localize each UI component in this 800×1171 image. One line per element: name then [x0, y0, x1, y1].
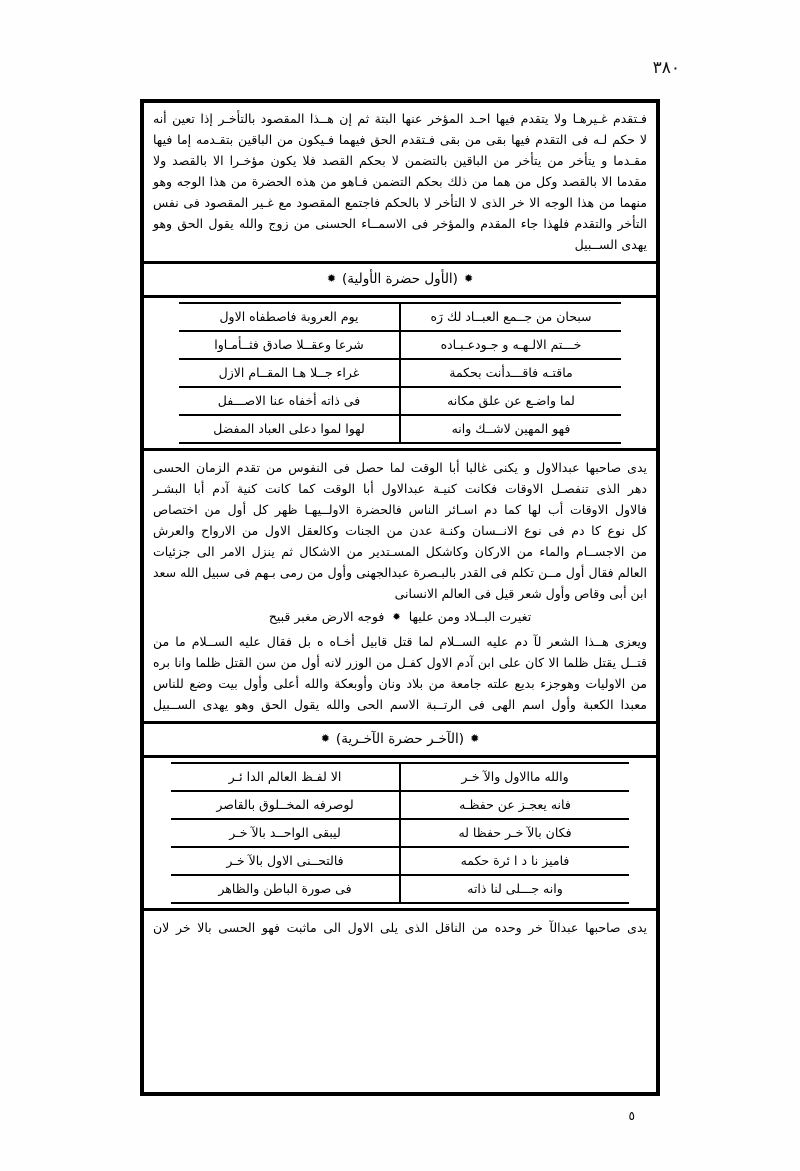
text-line: من الاجســام والماء من الاركان وكاشكل المسـتدير من الاشكال ثم ينزل الامر الى جزئيات — [153, 544, 647, 559]
section-heading-last-label: (الآخـر حضرة الآخـرية) — [335, 730, 465, 747]
table-row — [179, 331, 621, 359]
verse-hemistich-left: فوجه الارض مغبر قبيح — [268, 609, 385, 624]
star-icon: ✹ — [326, 272, 337, 285]
text-line: يدى صاحبها عبدالاول و يكنى غالبا أبا الوقت لما حصل فى النفوس من تقدم الزمان الحسى — [153, 460, 647, 475]
poem-hemistich-right: فاميز نا د ا ئرة حكمه — [400, 847, 629, 875]
section-heading-last — [143, 724, 657, 755]
poem-hemistich-right: خـــتم الالـهـه و جـودعـبـاده — [400, 331, 621, 359]
text-line: يدى صاحبها عبدالآ خر وحده من الناقل الذى يلى الاول الى ماثبت فهو الحسى بالا خر لان — [153, 919, 647, 935]
star-icon: ✹ — [463, 272, 474, 285]
poem-hemistich-right: ماقتـه فاقـــدأنت بحكمة — [400, 359, 621, 387]
poem-hemistich-left: فى ذاته أخفاه عنا الاصـــفل — [179, 387, 400, 415]
poem-hemistich-right: والله ماالاول والآ خـر — [400, 763, 629, 791]
text-line: لا حكم لـه فى التقدم فيها بقى من بقى فـتقدم الحق فيهما فـيكون من الباقين بتقـدمه إما فيها — [153, 132, 647, 147]
poem-hemistich-left: شرعا وعقــلا صادق فثــأمـاوا — [179, 331, 400, 359]
star-icon: ✹ — [392, 611, 401, 623]
text-line: التأخر والتقدم فلهذا جاء المقدم والمؤخر فى الاسمــاء الحسنى من زوج والله يقول الحق وهو — [153, 216, 647, 231]
paragraph-block-1 — [143, 102, 657, 261]
section-heading-first — [143, 264, 657, 295]
paragraph-block-2 — [143, 451, 657, 721]
catchword-mark: ٥ — [628, 1109, 635, 1123]
verse-couplet-1 — [153, 604, 647, 631]
table-row — [171, 819, 629, 847]
text-line: مقـدما و يتأخر من يتأخر من الباقين بالتضمن لا بحكم القصد فلا يكون مؤخـرا الا بالقصد ولا — [153, 153, 647, 168]
text-line: يهدى الســبيل — [574, 237, 647, 252]
poem-table-1-wrapper — [143, 302, 657, 444]
poem-hemistich-left: فالتحــنى الاول بالآ خـر — [171, 847, 400, 875]
verse-hemistich-right: تغيرت البــلاد ومن عليها — [408, 609, 532, 624]
poem-hemistich-left: يوم العروبة فاصطفاه الاول — [179, 303, 400, 331]
poem-hemistich-left: ليبقى الواحــد بالآ خـر — [171, 819, 400, 847]
poem-hemistich-left: فى صورة الباطن والظاهر — [171, 875, 400, 903]
poem-hemistich-right: فهو المهين لاشــك وانه — [400, 415, 621, 443]
poem-hemistich-right: فكان بالآ خـر حفظا له — [400, 819, 629, 847]
poem-hemistich-right: لما واضـع عن علق مكانه — [400, 387, 621, 415]
table-row — [171, 791, 629, 819]
section-heading-first-label: (الأول حضرة الأولية) — [342, 271, 458, 287]
text-line: من الاوليات وهوجزء بديع علته جامعة من بلاد ونان وأوبعكة والله أعلى وأول بيت وضع للناس — [153, 675, 647, 691]
poem-table-2-wrapper — [143, 762, 657, 904]
text-line: قتــل يقتل ظلما الا كان على ابن آدم الاول كفـل من الوزر لانه أول من سن القتل ظلما وانا بره — [153, 654, 647, 670]
text-line: معبدا الكعبة وأول اسم الهى فى الرتــبة الاسم الحى والله يقول الحق وهو يهدى الســبيل — [153, 696, 647, 712]
text-line: مقدما الا بالقصد وكل من هما من ذلك بحكم التضمن فـاهو من هذه الحضرة من هذا الوجه وهو — [153, 174, 647, 189]
table-row — [171, 763, 629, 791]
table-row — [179, 303, 621, 331]
poem-hemistich-left: لوصرفه المخــلوق بالقاصر — [171, 791, 400, 819]
table-row — [179, 387, 621, 415]
text-line: ابن أبى وقاص وأول شعر قيل فى العالم الانسانى — [394, 586, 647, 601]
poem-hemistich-right: وانه جـــلى لنا ذاته — [400, 875, 629, 903]
text-line: فـتقدم غـيرهـا ولا يتقدم فيها احـد المؤخر عنها البتة ثم إن هــذا المقصود بالتأخـر إذا تعين أنه — [153, 111, 647, 126]
star-icon: ✹ — [470, 731, 480, 745]
text-line: دهر الذى تنفصـل الاوقات فكانت كنيـة عبدالاول أبا الوقت كما كانت كنية آدم أبا البشـر — [153, 481, 647, 496]
table-row — [179, 415, 621, 443]
text-line: ويعزى هــذا الشعر لآ دم عليه الســلام لما قتل قابيل أخـاه ه بل فقال عليه الســلام ما من — [153, 633, 647, 649]
text-line: العالم فقال أول مــن تكلم فى القدر بالبـصرة عبدالجهنى وأول من رمى بـهم فى سبيل الله سعد — [153, 565, 647, 580]
paragraph-block-3 — [143, 911, 657, 944]
text-frame — [140, 99, 660, 1096]
poem-hemistich-left: الا لفـظ العالم الدا ئـر — [171, 763, 400, 791]
page-number: ٣٨٠ — [652, 58, 680, 78]
poem-table-1 — [179, 302, 621, 444]
table-row — [171, 847, 629, 875]
poem-table-2 — [171, 762, 629, 904]
poem-hemistich-left: لهوا لموا دعلى العباد المفضل — [179, 415, 400, 443]
poem-hemistich-right: فانه يعجـز عن حفظـه — [400, 791, 629, 819]
table-row — [171, 875, 629, 903]
table-row — [179, 359, 621, 387]
text-line: كل نوع كا دم فى نوع الانــسان وكنـة عدن من الجنات وكالعقل الاول من الارواح والعرش — [153, 523, 647, 538]
poem-hemistich-left: غراء جــلا هـا المقــام الازل — [179, 359, 400, 387]
text-line: فالاول الاوقات أب لها كما دم اسـائر الناس فالحضرة الاولــيهـا ظهر كل أول من اختصاص — [153, 502, 647, 517]
star-icon: ✹ — [320, 731, 330, 745]
text-line: منهما من هذا الوجه الا خر الذى لا التأخر لا بالحكم فاجتمع المقصود مع غـير المقصود فى نفس — [153, 195, 647, 210]
poem-hemistich-right: سبحان من جــمع العبــاد لك رَه — [400, 303, 621, 331]
